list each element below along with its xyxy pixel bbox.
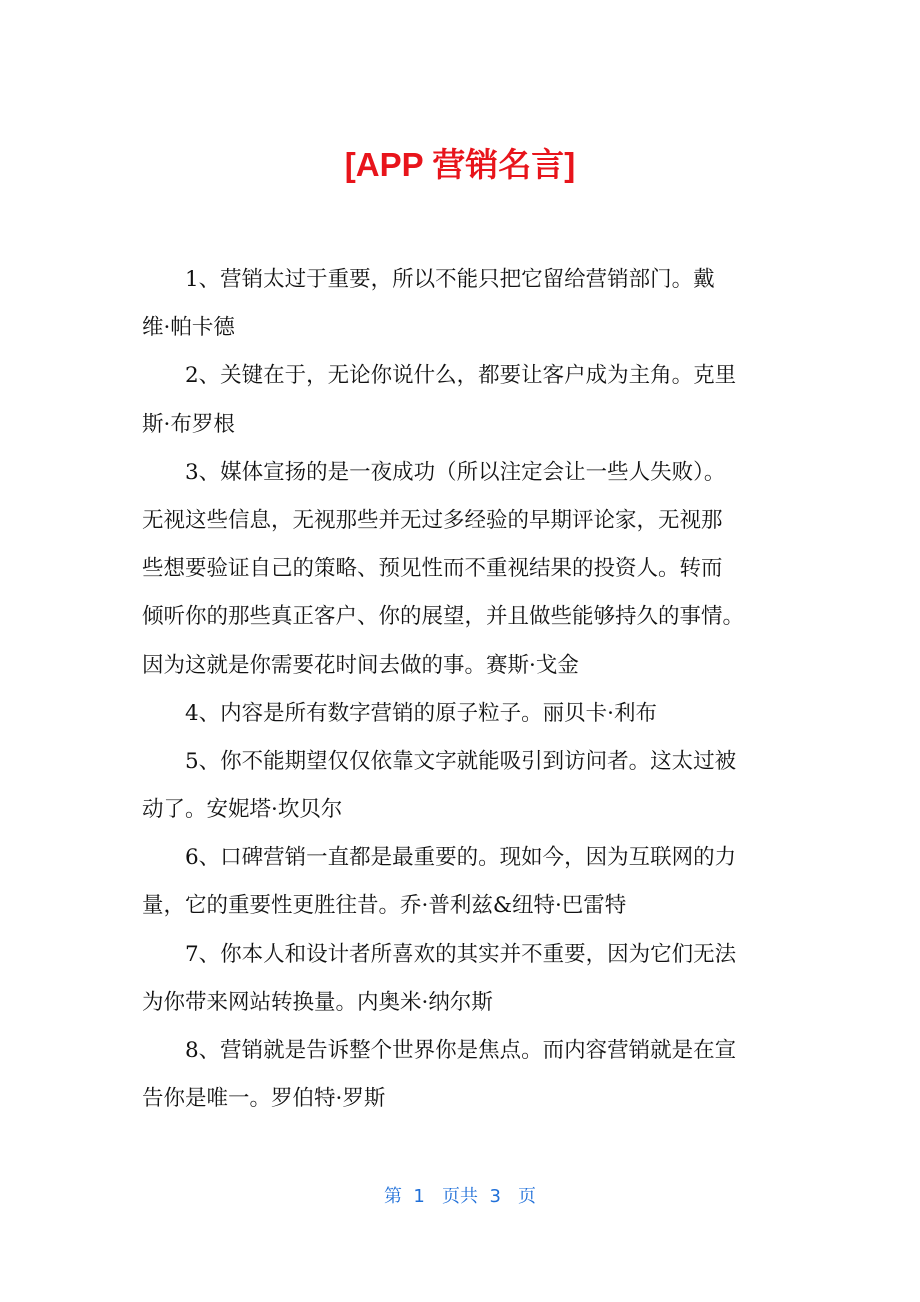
text-line: 维·帕卡德 xyxy=(142,315,235,341)
document-body xyxy=(142,256,782,1123)
document-title: [APP 营销名言] xyxy=(344,146,576,183)
text-line: 为你带来网站转换量。内奥米·纳尔斯 xyxy=(142,989,493,1015)
text-line: 6、口碑营销一直都是最重要的。现如今，因为互联网的力 xyxy=(185,845,737,871)
text-line: 因为这就是你需要花时间去做的事。赛斯·戈金 xyxy=(142,652,579,678)
text-line: 量，它的重要性更胜往昔。乔·普利兹&纽特·巴雷特 xyxy=(142,893,627,919)
quote-paragraph xyxy=(142,931,782,1027)
quote-paragraph xyxy=(142,352,782,448)
text-line: 8、营销就是告诉整个世界你是焦点。而内容营销就是在宣 xyxy=(185,1038,737,1063)
quote-paragraph xyxy=(142,834,782,930)
quote-paragraph xyxy=(142,690,782,738)
quote-paragraph xyxy=(142,256,782,352)
text-line: 些想要验证自己的策略、预见性而不重视结果的投资人。转而 xyxy=(142,556,723,582)
text-line: 倾听你的那些真正客户、你的展望，并且做些能够持久的事情。 xyxy=(142,604,745,630)
text-line: 2、关键在于，无论你说什么，都要让客户成为主角。克里 xyxy=(185,363,737,389)
text-line: 告你是唯一。罗伯特·罗斯 xyxy=(142,1086,386,1112)
text-line: 1、营销太过于重要，所以不能只把它留给营销部门。戴 xyxy=(185,267,715,292)
text-line: 7、你本人和设计者所喜欢的其实并不重要，因为它们无法 xyxy=(185,941,737,967)
page-footer: 第 1 页共 3 页 xyxy=(383,1186,537,1207)
text-line: 斯·布罗根 xyxy=(142,411,235,437)
quote-paragraph xyxy=(142,1027,782,1123)
quote-paragraph xyxy=(142,738,782,834)
text-line: 5、你不能期望仅仅依靠文字就能吸引到访问者。这太过被 xyxy=(185,748,737,774)
text-line: 无视这些信息，无视那些并无过多经验的早期评论家，无视那 xyxy=(142,507,723,533)
text-line: 3、媒体宣扬的是一夜成功（所以注定会让一些人失败）。 xyxy=(185,459,726,485)
text-line: 动了。安妮塔·坎贝尔 xyxy=(142,797,343,823)
quote-paragraph xyxy=(142,449,782,690)
text-line: 4、内容是所有数字营销的原子粒子。丽贝卡·利布 xyxy=(185,700,658,726)
